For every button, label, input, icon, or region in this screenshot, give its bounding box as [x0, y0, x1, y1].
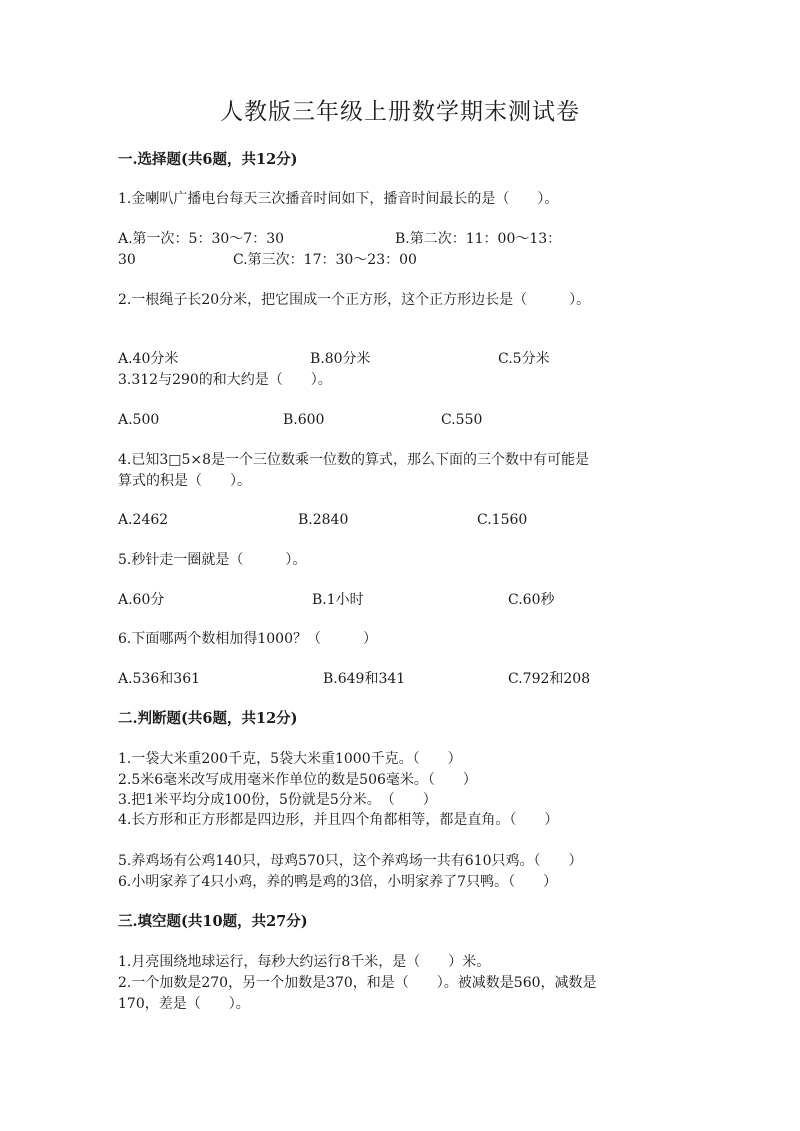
- section-heading-fill-blank: 三.填空题(共10题，共27分): [118, 913, 308, 930]
- fill-blank-item: 1.月亮围绕地球运行，每秒大约运行8千米，是（ ）米。: [118, 954, 491, 970]
- question-stem: 1.金喇叭广播电台每天三次播音时间如下，播音时间最长的是（ ）。: [118, 191, 559, 207]
- exam-title: 人教版三年级上册数学期末测试卷: [220, 99, 580, 125]
- fill-blank-item: 2.一个加数是270，另一个加数是370，和是（ ）。被减数是560，减数是: [118, 975, 597, 991]
- option-b: B.1小时: [312, 592, 364, 608]
- question-stem: 4.已知3□5×8是一个三位数乘一位数的算式，那么下面的三个数中有可能是: [118, 452, 590, 468]
- judgment-item: 4.长方形和正方形都是四边形，并且四个角都相等，都是直角。（ ）: [118, 812, 559, 828]
- option-b-continued: 30: [118, 252, 136, 268]
- option-a: A.40分米: [118, 351, 179, 367]
- option-b: B.2840: [298, 512, 349, 528]
- question-stem-continued: 算式的积是（ ）。: [118, 473, 251, 489]
- section-heading-judgment: 二.判断题(共6题，共12分): [118, 710, 298, 727]
- judgment-item: 2.5米6毫米改写成用毫米作单位的数是506毫米。（ ）: [118, 772, 477, 788]
- option-a: A.500: [118, 412, 160, 428]
- judgment-item: 6.小明家养了4只小鸡，养的鸭是鸡的3倍，小明家养了7只鸭。（ ）: [118, 874, 558, 890]
- question-stem: 6.下面哪两个数相加得1000？（ ）: [118, 631, 377, 647]
- option-c: C.60秒: [508, 592, 555, 608]
- question-stem: 2.一根绳子长20分米，把它围成一个正方形，这个正方形边长是（ ）。: [118, 292, 591, 308]
- option-c: C.1560: [477, 512, 528, 528]
- option-b: B.600: [283, 412, 325, 428]
- question-stem: 3.312与290的和大约是（ ）。: [118, 372, 332, 388]
- option-c: C.792和208: [508, 671, 591, 687]
- option-c: C.第三次：17：30～23：00: [233, 252, 417, 268]
- section-heading-choice: 一.选择题(共6题，共12分): [118, 151, 298, 168]
- option-b: B.649和341: [323, 671, 406, 687]
- option-c: C.550: [441, 412, 483, 428]
- option-b: B.80分米: [310, 351, 371, 367]
- option-b: B.第二次：11：00～13：: [395, 231, 562, 247]
- judgment-item: 1.一袋大米重200千克，5袋大米重1000千克。（ ）: [118, 751, 462, 767]
- option-a: A.第一次：5：30～7：30: [118, 231, 285, 247]
- option-a: A.60分: [118, 592, 165, 608]
- option-c: C.5分米: [498, 351, 550, 367]
- option-a: A.536和361: [118, 671, 201, 687]
- judgment-item: 3.把1米平均分成100份，5份就是5分米。 （ ）: [118, 792, 437, 808]
- option-a: A.2462: [118, 512, 169, 528]
- fill-blank-item-continued: 170，差是（ ）。: [118, 996, 250, 1012]
- judgment-item: 5.养鸡场有公鸡140只，母鸡570只，这个养鸡场一共有610只鸡。（ ）: [118, 853, 583, 869]
- question-stem: 5.秒针走一圈就是（ ）。: [118, 552, 307, 568]
